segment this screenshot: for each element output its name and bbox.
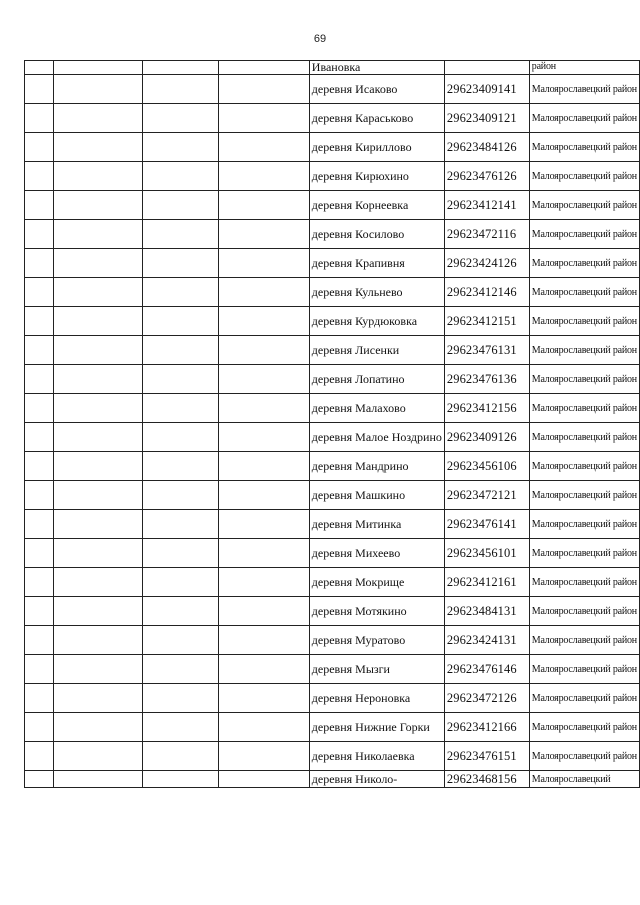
settlement-name-cell: деревня Мызги bbox=[309, 655, 444, 684]
empty-cell bbox=[25, 568, 54, 597]
empty-cell bbox=[25, 481, 54, 510]
empty-cell bbox=[143, 742, 219, 771]
oktmo-code-cell: 29623468156 bbox=[444, 771, 529, 788]
empty-cell bbox=[219, 510, 310, 539]
empty-cell bbox=[143, 191, 219, 220]
district-cell: Малоярославецкий район bbox=[529, 394, 639, 423]
table-row bbox=[25, 365, 640, 394]
table-row bbox=[25, 61, 640, 75]
empty-cell bbox=[54, 394, 143, 423]
settlement-name-cell: деревня Исаково bbox=[309, 75, 444, 104]
empty-cell bbox=[219, 568, 310, 597]
table-row bbox=[25, 133, 640, 162]
empty-cell bbox=[143, 336, 219, 365]
empty-cell bbox=[25, 713, 54, 742]
district-cell: Малоярославецкий район bbox=[529, 162, 639, 191]
empty-cell bbox=[54, 742, 143, 771]
register-table bbox=[24, 60, 640, 788]
settlement-name-cell: деревня Митинка bbox=[309, 510, 444, 539]
empty-cell bbox=[219, 771, 310, 788]
empty-cell bbox=[219, 278, 310, 307]
empty-cell bbox=[25, 626, 54, 655]
oktmo-code-cell: 29623424131 bbox=[444, 626, 529, 655]
empty-cell bbox=[219, 423, 310, 452]
settlement-name-cell: деревня Лисенки bbox=[309, 336, 444, 365]
table-row bbox=[25, 655, 640, 684]
district-cell: Малоярославецкий район bbox=[529, 220, 639, 249]
empty-cell bbox=[219, 684, 310, 713]
empty-cell bbox=[143, 713, 219, 742]
oktmo-code-cell: 29623476151 bbox=[444, 742, 529, 771]
empty-cell bbox=[54, 307, 143, 336]
table-row bbox=[25, 249, 640, 278]
empty-cell bbox=[25, 510, 54, 539]
district-cell: Малоярославецкий bbox=[529, 771, 639, 788]
empty-cell bbox=[143, 771, 219, 788]
empty-cell bbox=[25, 220, 54, 249]
settlement-name-cell: деревня Кульнево bbox=[309, 278, 444, 307]
table-row bbox=[25, 104, 640, 133]
settlement-name-cell: деревня Николаевка bbox=[309, 742, 444, 771]
empty-cell bbox=[219, 626, 310, 655]
table-row bbox=[25, 568, 640, 597]
settlement-name-cell: Ивановка bbox=[309, 61, 444, 75]
settlement-name-cell: деревня Михеево bbox=[309, 539, 444, 568]
district-cell: Малоярославецкий район bbox=[529, 104, 639, 133]
empty-cell bbox=[54, 452, 143, 481]
empty-cell bbox=[54, 684, 143, 713]
empty-cell bbox=[54, 61, 143, 75]
empty-cell bbox=[54, 539, 143, 568]
empty-cell bbox=[143, 626, 219, 655]
table-row bbox=[25, 626, 640, 655]
oktmo-code-cell: 29623484131 bbox=[444, 597, 529, 626]
empty-cell bbox=[143, 249, 219, 278]
empty-cell bbox=[25, 423, 54, 452]
empty-cell bbox=[25, 104, 54, 133]
empty-cell bbox=[219, 655, 310, 684]
settlement-name-cell: деревня Крапивня bbox=[309, 249, 444, 278]
empty-cell bbox=[143, 307, 219, 336]
settlement-name-cell: деревня Нероновка bbox=[309, 684, 444, 713]
table-row bbox=[25, 684, 640, 713]
empty-cell bbox=[54, 75, 143, 104]
settlement-name-cell: деревня Мокрище bbox=[309, 568, 444, 597]
empty-cell bbox=[219, 75, 310, 104]
oktmo-code-cell: 29623424126 bbox=[444, 249, 529, 278]
empty-cell bbox=[54, 423, 143, 452]
district-cell: Малоярославецкий район bbox=[529, 684, 639, 713]
empty-cell bbox=[54, 249, 143, 278]
district-cell: Малоярославецкий район bbox=[529, 307, 639, 336]
settlement-name-cell: деревня Кириллово bbox=[309, 133, 444, 162]
empty-cell bbox=[25, 307, 54, 336]
table-row bbox=[25, 539, 640, 568]
empty-cell bbox=[143, 452, 219, 481]
empty-cell bbox=[219, 365, 310, 394]
empty-cell bbox=[143, 75, 219, 104]
district-cell: Малоярославецкий район bbox=[529, 481, 639, 510]
settlement-name-cell: деревня Кирюхино bbox=[309, 162, 444, 191]
empty-cell bbox=[143, 133, 219, 162]
empty-cell bbox=[25, 655, 54, 684]
empty-cell bbox=[54, 481, 143, 510]
settlement-name-cell: деревня Курдюковка bbox=[309, 307, 444, 336]
empty-cell bbox=[219, 481, 310, 510]
oktmo-code-cell: 29623476141 bbox=[444, 510, 529, 539]
table-row bbox=[25, 742, 640, 771]
empty-cell bbox=[25, 75, 54, 104]
settlement-name-cell: деревня Мандрино bbox=[309, 452, 444, 481]
settlement-name-cell: деревня Малахово bbox=[309, 394, 444, 423]
oktmo-code-cell: 29623412156 bbox=[444, 394, 529, 423]
table-row bbox=[25, 452, 640, 481]
district-cell: Малоярославецкий район bbox=[529, 249, 639, 278]
empty-cell bbox=[219, 162, 310, 191]
oktmo-code-cell: 29623412146 bbox=[444, 278, 529, 307]
district-cell: Малоярославецкий район bbox=[529, 423, 639, 452]
empty-cell bbox=[143, 539, 219, 568]
table-row bbox=[25, 597, 640, 626]
table-row bbox=[25, 278, 640, 307]
table-row bbox=[25, 336, 640, 365]
empty-cell bbox=[219, 133, 310, 162]
empty-cell bbox=[143, 61, 219, 75]
empty-cell bbox=[54, 104, 143, 133]
empty-cell bbox=[25, 162, 54, 191]
oktmo-code-cell: 29623484126 bbox=[444, 133, 529, 162]
empty-cell bbox=[54, 626, 143, 655]
empty-cell bbox=[25, 278, 54, 307]
table-row bbox=[25, 307, 640, 336]
empty-cell bbox=[219, 713, 310, 742]
table-row bbox=[25, 394, 640, 423]
empty-cell bbox=[25, 249, 54, 278]
empty-cell bbox=[54, 278, 143, 307]
empty-cell bbox=[25, 742, 54, 771]
empty-cell bbox=[143, 655, 219, 684]
empty-cell bbox=[25, 336, 54, 365]
empty-cell bbox=[54, 162, 143, 191]
oktmo-code-cell: 29623472126 bbox=[444, 684, 529, 713]
oktmo-code-cell: 29623476126 bbox=[444, 162, 529, 191]
empty-cell bbox=[219, 539, 310, 568]
empty-cell bbox=[143, 278, 219, 307]
oktmo-code-cell: 29623476136 bbox=[444, 365, 529, 394]
empty-cell bbox=[54, 191, 143, 220]
district-cell: Малоярославецкий район bbox=[529, 597, 639, 626]
empty-cell bbox=[25, 365, 54, 394]
empty-cell bbox=[143, 510, 219, 539]
empty-cell bbox=[219, 742, 310, 771]
empty-cell bbox=[219, 597, 310, 626]
district-cell: Малоярославецкий район bbox=[529, 742, 639, 771]
empty-cell bbox=[143, 220, 219, 249]
oktmo-code-cell: 29623456106 bbox=[444, 452, 529, 481]
oktmo-code-cell: 29623412151 bbox=[444, 307, 529, 336]
table-row bbox=[25, 75, 640, 104]
empty-cell bbox=[25, 539, 54, 568]
table-row bbox=[25, 481, 640, 510]
empty-cell bbox=[143, 394, 219, 423]
empty-cell bbox=[25, 452, 54, 481]
empty-cell bbox=[54, 568, 143, 597]
oktmo-code-cell: 29623409141 bbox=[444, 75, 529, 104]
district-cell: Малоярославецкий район bbox=[529, 336, 639, 365]
empty-cell bbox=[25, 684, 54, 713]
empty-cell bbox=[219, 191, 310, 220]
empty-cell bbox=[219, 220, 310, 249]
district-cell: Малоярославецкий район bbox=[529, 452, 639, 481]
oktmo-code-cell: 29623476146 bbox=[444, 655, 529, 684]
empty-cell bbox=[54, 510, 143, 539]
empty-cell bbox=[219, 104, 310, 133]
district-cell: Малоярославецкий район bbox=[529, 75, 639, 104]
empty-cell bbox=[219, 336, 310, 365]
oktmo-code-cell: 29623412141 bbox=[444, 191, 529, 220]
settlement-name-cell: деревня Косилово bbox=[309, 220, 444, 249]
empty-cell bbox=[25, 394, 54, 423]
table-row bbox=[25, 191, 640, 220]
settlement-name-cell: деревня Малое Ноздрино bbox=[309, 423, 444, 452]
table-row bbox=[25, 220, 640, 249]
oktmo-code-cell bbox=[444, 61, 529, 75]
table-row bbox=[25, 510, 640, 539]
empty-cell bbox=[54, 655, 143, 684]
empty-cell bbox=[54, 597, 143, 626]
district-cell: Малоярославецкий район bbox=[529, 655, 639, 684]
oktmo-code-cell: 29623409121 bbox=[444, 104, 529, 133]
district-cell: Малоярославецкий район bbox=[529, 191, 639, 220]
oktmo-code-cell: 29623409126 bbox=[444, 423, 529, 452]
empty-cell bbox=[219, 307, 310, 336]
empty-cell bbox=[25, 597, 54, 626]
empty-cell bbox=[54, 771, 143, 788]
empty-cell bbox=[54, 133, 143, 162]
empty-cell bbox=[25, 61, 54, 75]
empty-cell bbox=[54, 365, 143, 394]
empty-cell bbox=[54, 336, 143, 365]
empty-cell bbox=[25, 133, 54, 162]
empty-cell bbox=[54, 713, 143, 742]
empty-cell bbox=[219, 452, 310, 481]
district-cell: Малоярославецкий район bbox=[529, 365, 639, 394]
settlement-name-cell: деревня Лопатино bbox=[309, 365, 444, 394]
table-row bbox=[25, 423, 640, 452]
page-number: 69 bbox=[313, 33, 327, 45]
empty-cell bbox=[219, 394, 310, 423]
empty-cell bbox=[143, 684, 219, 713]
oktmo-code-cell: 29623456101 bbox=[444, 539, 529, 568]
empty-cell bbox=[143, 162, 219, 191]
oktmo-code-cell: 29623472116 bbox=[444, 220, 529, 249]
empty-cell bbox=[54, 220, 143, 249]
settlement-name-cell: деревня Николо- bbox=[309, 771, 444, 788]
district-cell: Малоярославецкий район bbox=[529, 539, 639, 568]
oktmo-code-cell: 29623476131 bbox=[444, 336, 529, 365]
settlement-name-cell: деревня Муратово bbox=[309, 626, 444, 655]
district-cell: Малоярославецкий район bbox=[529, 568, 639, 597]
empty-cell bbox=[25, 771, 54, 788]
settlement-name-cell: деревня Машкино bbox=[309, 481, 444, 510]
oktmo-code-cell: 29623412161 bbox=[444, 568, 529, 597]
empty-cell bbox=[143, 104, 219, 133]
empty-cell bbox=[219, 249, 310, 278]
empty-cell bbox=[143, 597, 219, 626]
empty-cell bbox=[219, 61, 310, 75]
empty-cell bbox=[143, 481, 219, 510]
empty-cell bbox=[25, 191, 54, 220]
oktmo-code-cell: 29623412166 bbox=[444, 713, 529, 742]
district-cell: Малоярославецкий район bbox=[529, 278, 639, 307]
district-cell: Малоярославецкий район bbox=[529, 713, 639, 742]
table-row bbox=[25, 162, 640, 191]
district-cell: район bbox=[529, 61, 639, 75]
empty-cell bbox=[143, 423, 219, 452]
empty-cell bbox=[143, 365, 219, 394]
empty-cell bbox=[143, 568, 219, 597]
settlement-name-cell: деревня Корнеевка bbox=[309, 191, 444, 220]
settlement-name-cell: деревня Караськово bbox=[309, 104, 444, 133]
settlement-name-cell: деревня Нижние Горки bbox=[309, 713, 444, 742]
table-row bbox=[25, 713, 640, 742]
oktmo-code-cell: 29623472121 bbox=[444, 481, 529, 510]
district-cell: Малоярославецкий район bbox=[529, 510, 639, 539]
table-row bbox=[25, 771, 640, 788]
district-cell: Малоярославецкий район bbox=[529, 133, 639, 162]
district-cell: Малоярославецкий район bbox=[529, 626, 639, 655]
settlement-name-cell: деревня Мотякино bbox=[309, 597, 444, 626]
